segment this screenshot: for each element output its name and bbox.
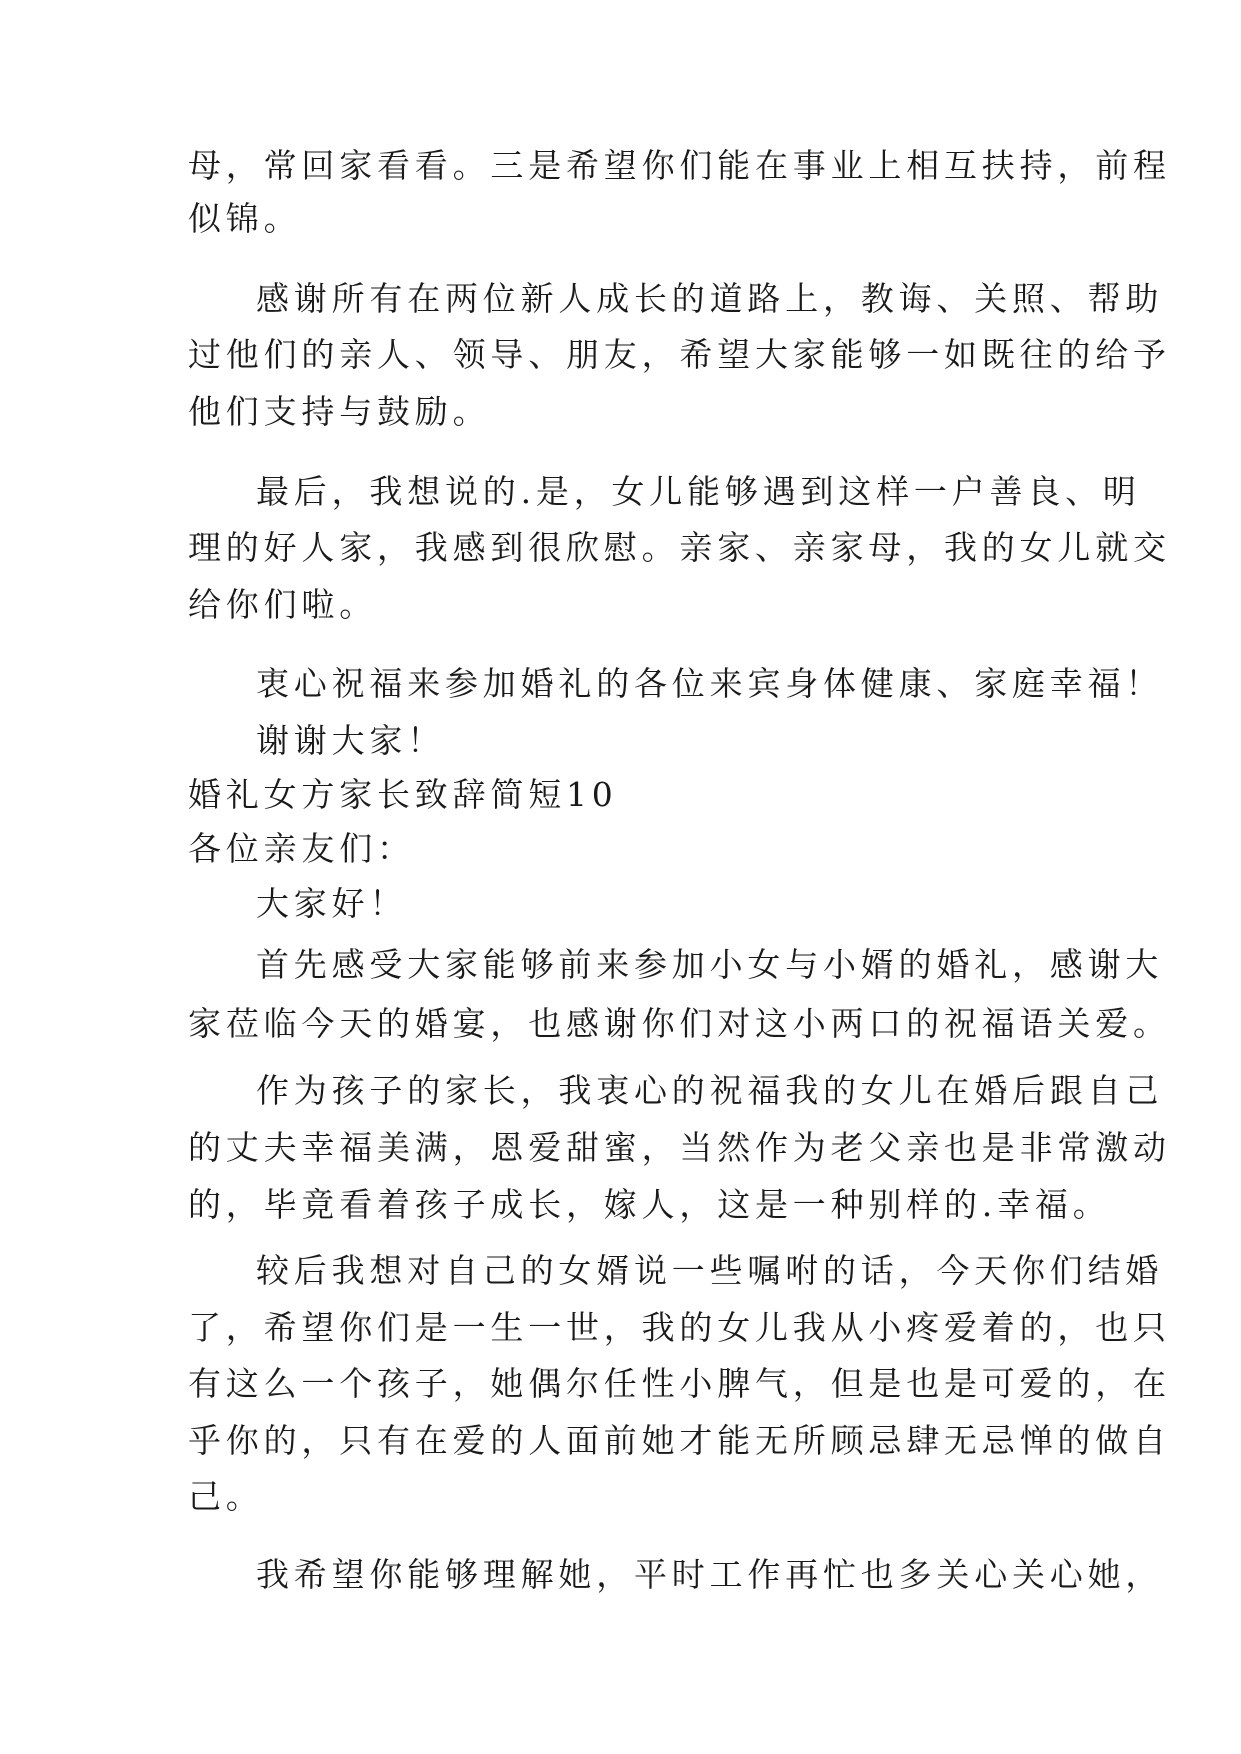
text-line: 似锦。	[188, 199, 302, 238]
text-line: 了，希望你们是一生一世，我的女儿我从小疼爱着的，也只	[188, 1308, 1171, 1347]
text-line: 我希望你能够理解她，平时工作再忙也多关心关心她，	[256, 1555, 1164, 1594]
text-line: 理的好人家，我感到很欣慰。亲家、亲家母，我的女儿就交	[188, 528, 1171, 567]
text-line: 最后，我想说的.是，女儿能够遇到这样一户善良、明	[256, 472, 1141, 511]
text-line: 衷心祝福来参加婚礼的各位来宾身体健康、家庭幸福！	[256, 664, 1164, 703]
text-line: 他们支持与鼓励。	[188, 392, 491, 431]
text-line: 首先感受大家能够前来参加小女与小婿的婚礼，感谢大	[256, 945, 1164, 984]
text-line: 大家好！	[256, 884, 408, 923]
text-line: 母，常回家看看。三是希望你们能在事业上相互扶持，前程	[188, 146, 1171, 185]
text-line: 过他们的亲人、领导、朋友，希望大家能够一如既往的给予	[188, 335, 1171, 374]
section-heading: 婚礼女方家长致辞简短10	[188, 775, 618, 814]
text-line: 有这么一个孩子，她偶尔任性小脾气，但是也是可爱的，在	[188, 1364, 1171, 1403]
text-line: 较后我想对自己的女婿说一些嘱咐的话，今天你们结婚	[256, 1251, 1164, 1290]
text-line: 的，毕竟看着孩子成长，嫁人，这是一种别样的.幸福。	[188, 1185, 1111, 1224]
text-line: 感谢所有在两位新人成长的道路上，教诲、关照、帮助	[256, 279, 1164, 318]
salutation: 各位亲友们：	[188, 829, 415, 868]
text-line: 乎你的，只有在爱的人面前她才能无所顾忌肆无忌惮的做自	[188, 1421, 1171, 1460]
text-line: 己。	[188, 1477, 264, 1516]
text-line: 谢谢大家！	[256, 721, 445, 760]
text-line: 的丈夫幸福美满，恩爱甜蜜，当然作为老父亲也是非常激动	[188, 1128, 1171, 1167]
text-line: 给你们啦。	[188, 585, 377, 624]
text-line: 作为孩子的家长，我衷心的祝福我的女儿在婚后跟自己	[256, 1071, 1164, 1110]
text-line: 家莅临今天的婚宴，也感谢你们对这小两口的祝福语关爱。	[188, 1004, 1171, 1043]
